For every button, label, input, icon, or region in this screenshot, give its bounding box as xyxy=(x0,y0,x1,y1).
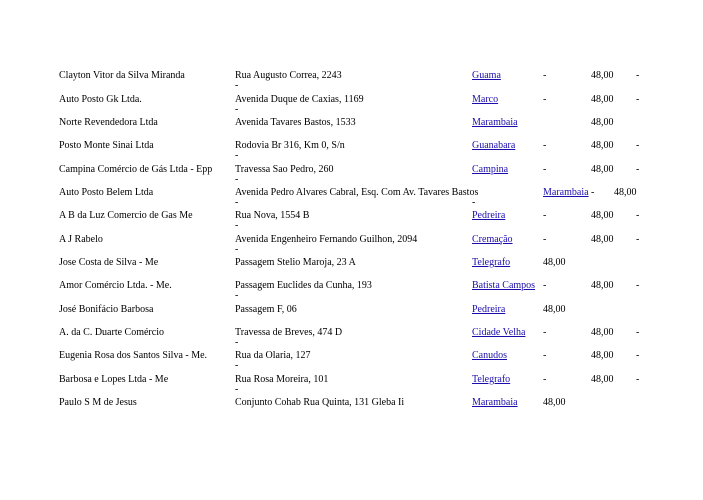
price-value: 48,00 xyxy=(591,374,614,385)
dash-value: - xyxy=(636,374,640,385)
dash-value: - xyxy=(543,280,547,291)
price-value: 48,00 xyxy=(543,397,566,408)
establishment-name: Auto Posto Belem Ltda xyxy=(59,187,154,198)
establishment-address: Rua da Olaria, 127 xyxy=(235,350,311,361)
establishment-name: Campina Comércio de Gás Ltda - Epp xyxy=(59,164,213,175)
neighborhood-link[interactable]: Canudos xyxy=(472,350,507,361)
dash-value: - xyxy=(543,327,547,338)
continuation-dash: - xyxy=(235,197,239,208)
establishment-address: Avenida Tavares Bastos, 1533 xyxy=(235,117,356,128)
dash-value: - xyxy=(543,140,547,151)
neighborhood-link[interactable]: Guama xyxy=(472,70,501,81)
neighborhood-link[interactable]: Cremação xyxy=(472,234,513,245)
continuation-dash: - xyxy=(235,337,239,348)
establishment-name: Auto Posto Gk Ltda. xyxy=(59,94,142,105)
establishment-name: Amor Comércio Ltda. - Me. xyxy=(59,280,172,291)
establishment-name: José Bonifácio Barbosa xyxy=(59,304,154,315)
dash-value: - xyxy=(543,374,547,385)
table-row xyxy=(0,397,703,421)
continuation-dash: - xyxy=(235,220,239,231)
table-row xyxy=(0,140,703,164)
table-row xyxy=(0,210,703,234)
establishment-address: Travessa de Breves, 474 D xyxy=(235,327,343,338)
table-row xyxy=(0,164,703,188)
neighborhood-link[interactable]: Pedreira xyxy=(472,304,506,315)
price-value: 48,00 xyxy=(591,280,614,291)
table-row xyxy=(0,374,703,398)
price-value: 48,00 xyxy=(591,234,614,245)
establishment-name: A B da Luz Comercio de Gas Me xyxy=(59,210,193,221)
dash-value: - xyxy=(636,210,640,221)
dash-value: - xyxy=(543,70,547,81)
establishment-name: Eugenia Rosa dos Santos Silva - Me. xyxy=(59,350,208,361)
price-value: 48,00 xyxy=(591,350,614,361)
price-value: 48,00 xyxy=(591,210,614,221)
price-value: 48,00 xyxy=(591,117,614,128)
continuation-dash: - xyxy=(235,384,239,395)
establishment-address: Rua Augusto Correa, 2243 xyxy=(235,70,342,81)
establishment-address: Passagem F, 06 xyxy=(235,304,297,315)
establishment-address: Avenida Engenheiro Fernando Guilhon, 2094 xyxy=(235,234,418,245)
neighborhood-link[interactable]: Marambaia xyxy=(543,187,589,198)
continuation-dash: - xyxy=(235,174,239,185)
price-value: 48,00 xyxy=(543,257,566,268)
dash-value: - xyxy=(543,164,547,175)
establishment-address: Conjunto Cohab Rua Quinta, 131 Gleba Ii xyxy=(235,397,405,408)
establishment-address: Avenida Pedro Alvares Cabral, Esq. Com Av. Tavares Bastos xyxy=(235,187,479,198)
establishment-address: Rua Rosa Moreira, 101 xyxy=(235,374,329,385)
establishment-address: Travessa Sao Pedro, 260 xyxy=(235,164,334,175)
dash-value: - xyxy=(636,94,640,105)
table-row xyxy=(0,327,703,351)
continuation-dash: - xyxy=(472,197,476,208)
table-row xyxy=(0,257,703,281)
table-row xyxy=(0,304,703,328)
table-row xyxy=(0,70,703,94)
dash-value: - xyxy=(543,210,547,221)
dash-value: - xyxy=(636,70,640,81)
dash-value: - xyxy=(543,234,547,245)
dash-value: - xyxy=(636,350,640,361)
continuation-dash: - xyxy=(235,80,239,91)
dash-value: - xyxy=(543,94,547,105)
establishment-address: Passagem Stelio Maroja, 23 A xyxy=(235,257,356,268)
dash-value: - xyxy=(636,327,640,338)
neighborhood-link[interactable]: Marambaia xyxy=(472,397,518,408)
price-value: 48,00 xyxy=(591,70,614,81)
price-value: 48,00 xyxy=(591,94,614,105)
establishment-name: A J Rabelo xyxy=(59,234,103,245)
establishment-name: Jose Costa de Silva - Me xyxy=(59,257,159,268)
dash-value: - xyxy=(636,280,640,291)
price-value: 48,00 xyxy=(614,187,637,198)
neighborhood-link[interactable]: Telegrafo xyxy=(472,257,511,268)
dash-value: - xyxy=(591,187,595,198)
neighborhood-link[interactable]: Batista Campos xyxy=(472,280,536,291)
establishment-address: Passagem Euclides da Cunha, 193 xyxy=(235,280,372,291)
establishment-name: Norte Revendedora Ltda xyxy=(59,117,158,128)
table-row xyxy=(0,350,703,374)
continuation-dash: - xyxy=(235,150,239,161)
establishment-address: Rodovia Br 316, Km 0, S/n xyxy=(235,140,345,151)
price-value: 48,00 xyxy=(591,327,614,338)
neighborhood-link[interactable]: Pedreira xyxy=(472,210,506,221)
price-value: 48,00 xyxy=(591,140,614,151)
establishment-address: Rua Nova, 1554 B xyxy=(235,210,310,221)
establishment-name: Posto Monte Sinai Ltda xyxy=(59,140,154,151)
neighborhood-link[interactable]: Telegrafo xyxy=(472,374,511,385)
continuation-dash: - xyxy=(235,244,239,255)
table-row xyxy=(0,187,703,211)
price-value: 48,00 xyxy=(543,304,566,315)
dash-value: - xyxy=(543,350,547,361)
dash-value: - xyxy=(636,164,640,175)
table-row xyxy=(0,94,703,118)
establishment-name: Clayton Vitor da Silva Miranda xyxy=(59,70,185,81)
neighborhood-link[interactable]: Cidade Velha xyxy=(472,327,526,338)
table-row xyxy=(0,234,703,258)
price-value: 48,00 xyxy=(591,164,614,175)
table-row xyxy=(0,117,703,141)
establishment-address: Avenida Duque de Caxias, 1169 xyxy=(235,94,364,105)
continuation-dash: - xyxy=(235,290,239,301)
dash-value: - xyxy=(636,234,640,245)
neighborhood-link[interactable]: Marco xyxy=(472,94,499,105)
establishment-name: Paulo S M de Jesus xyxy=(59,397,137,408)
neighborhood-link[interactable]: Campina xyxy=(472,164,509,175)
establishment-name: Barbosa e Lopes Ltda - Me xyxy=(59,374,169,385)
neighborhood-link[interactable]: Guanabara xyxy=(472,140,516,151)
continuation-dash: - xyxy=(235,104,239,115)
table-row xyxy=(0,280,703,304)
continuation-dash: - xyxy=(235,360,239,371)
establishment-name: A. da C. Duarte Comércio xyxy=(59,327,164,338)
dash-value: - xyxy=(636,140,640,151)
neighborhood-link[interactable]: Marambaia xyxy=(472,117,518,128)
